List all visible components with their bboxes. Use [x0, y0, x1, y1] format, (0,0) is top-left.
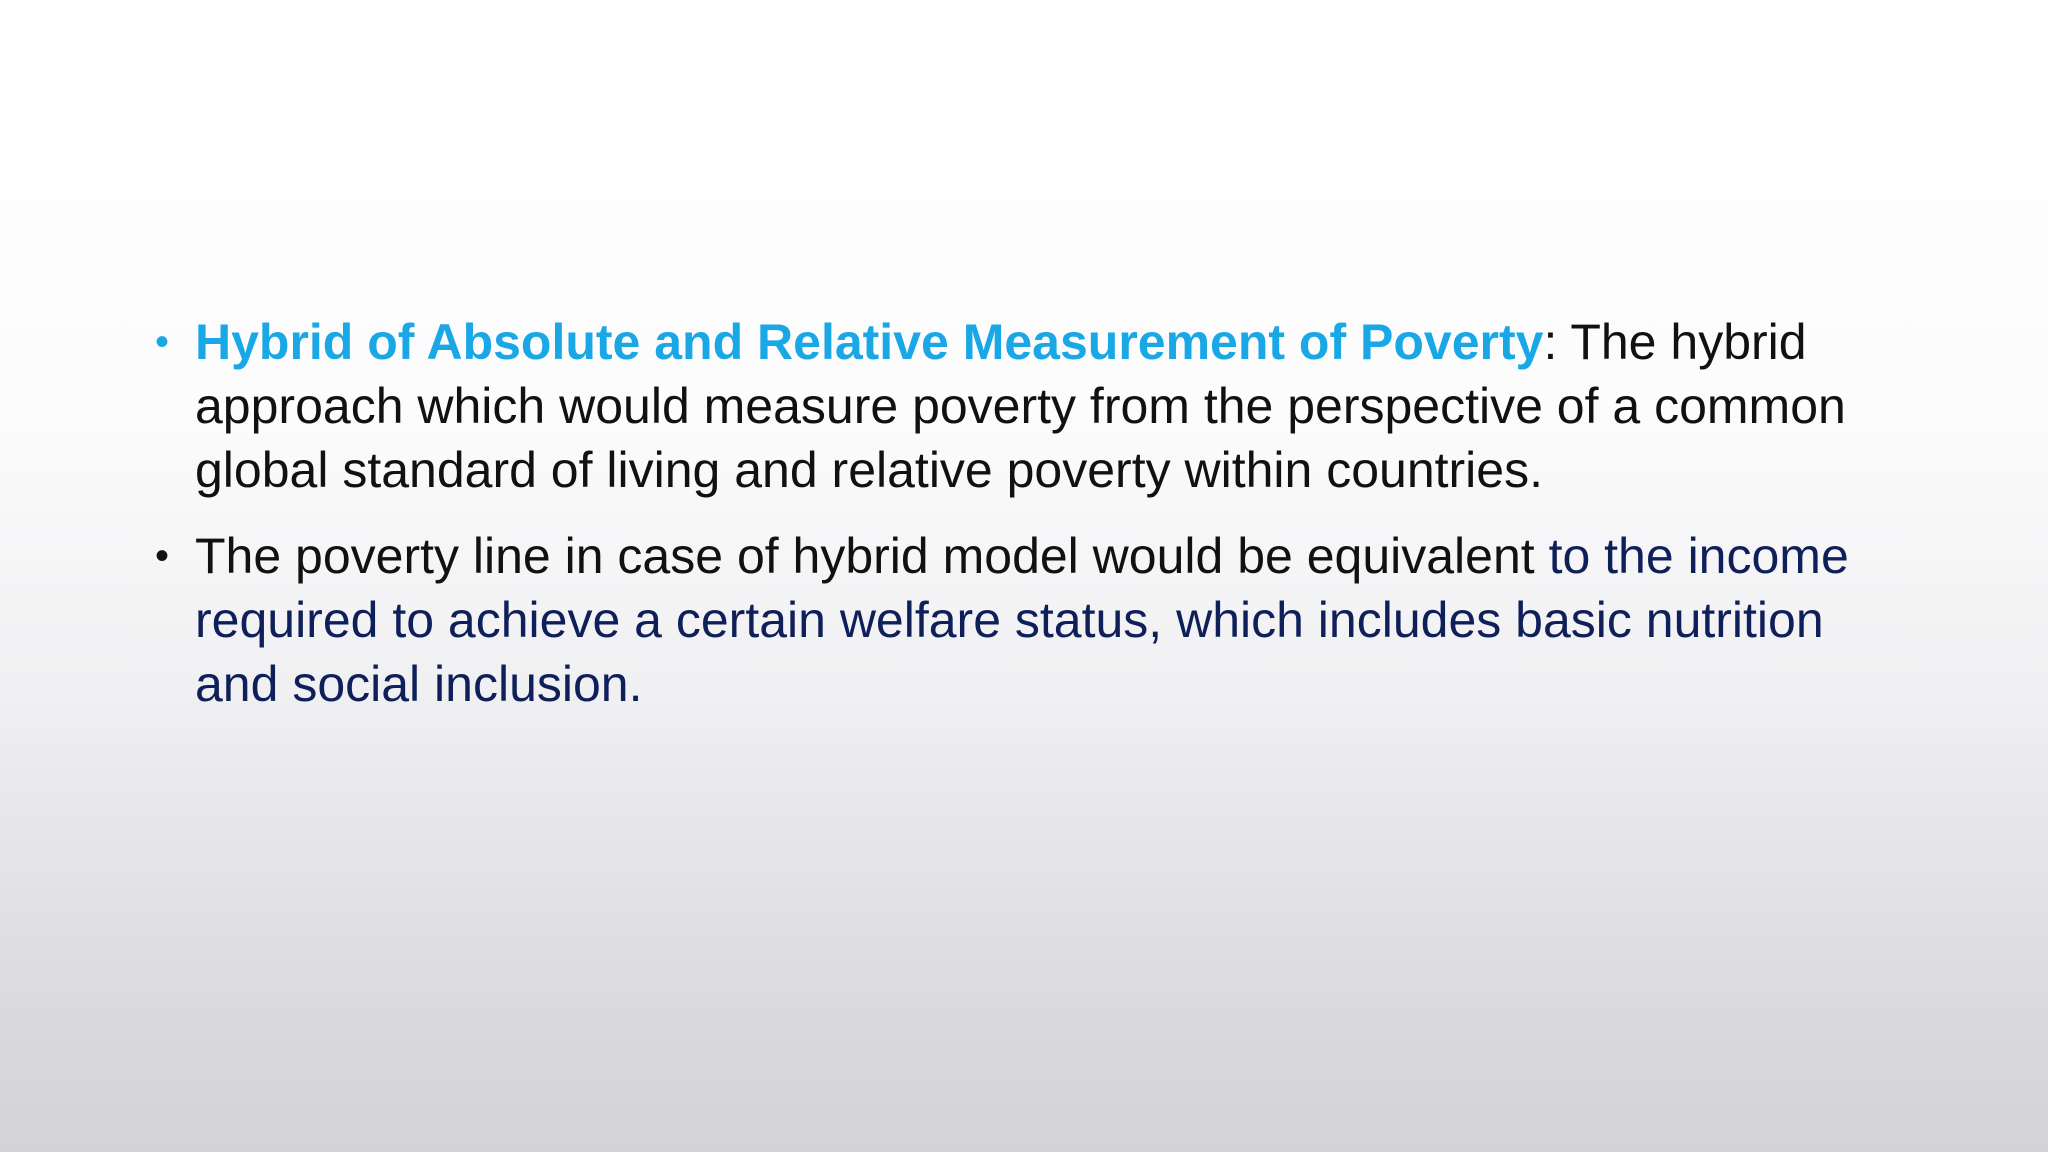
- poverty-line-highlight: to the income required to achieve a certain welfare status, which includes basic nutrition and social inclusion.: [195, 528, 1849, 712]
- bullet-marker: •: [155, 320, 170, 364]
- term-heading: Hybrid of Absolute and Relative Measurement of Poverty: [195, 314, 1544, 370]
- bullet-marker: •: [155, 534, 170, 578]
- definition-text: The hybrid approach which would measure poverty from the perspective of a common global standard of living and relative poverty within countries.: [195, 314, 1846, 498]
- term-separator: :: [1543, 314, 1558, 370]
- poverty-line-text: The poverty line in case of hybrid model would be equivalent: [195, 528, 1549, 584]
- bullet-list: [155, 310, 1915, 738]
- bullet-item-hybrid-definition: [155, 310, 1915, 502]
- bullet-item-poverty-line: [155, 524, 1915, 716]
